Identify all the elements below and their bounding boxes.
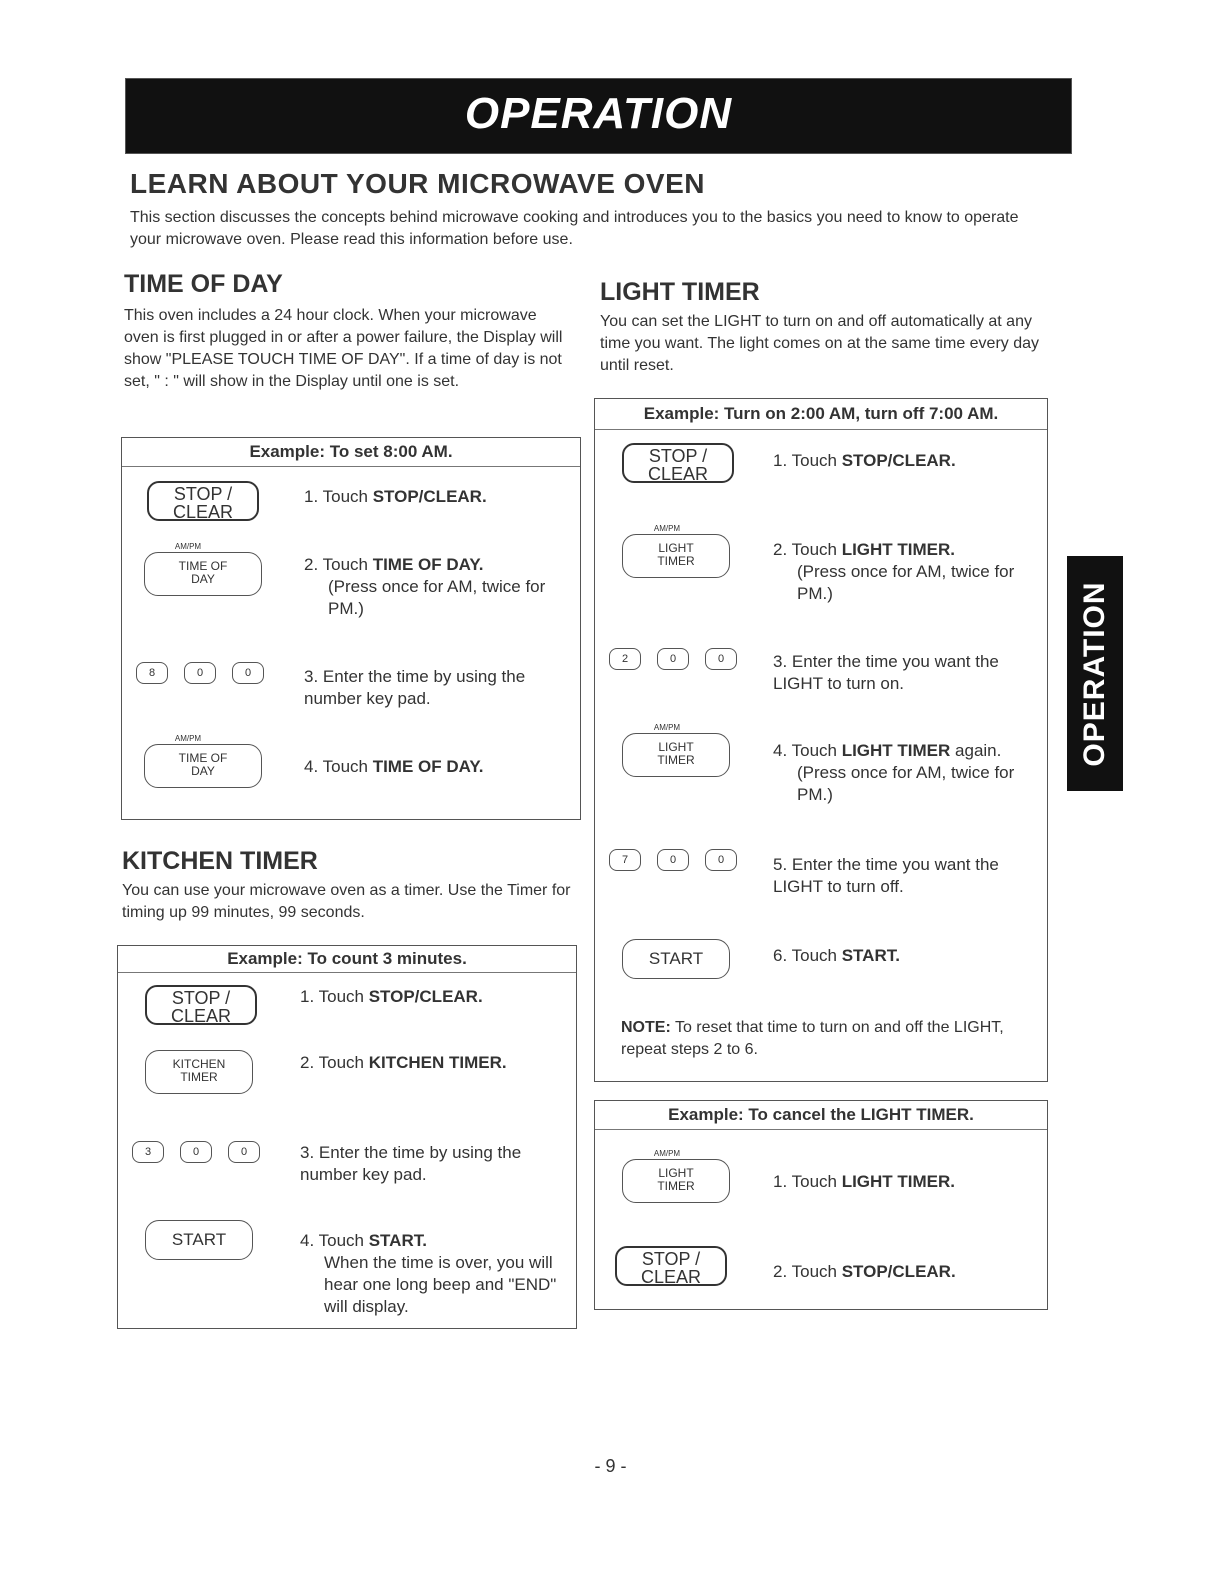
kitchen-timer-key (145, 1050, 253, 1094)
key-label: DAY (191, 764, 215, 778)
ampm-label: AM/PM (174, 542, 202, 551)
digit-key: 2 (609, 648, 641, 670)
step-2 (304, 554, 574, 620)
step-1 (300, 986, 560, 1008)
ampm-label: AM/PM (174, 734, 202, 743)
kitchen-timer-body: You can use your microwave oven as a timer. Use the Timer for timing up 99 minutes, 99 seconds. (122, 882, 571, 921)
key-label: CLEAR (172, 502, 234, 522)
step-3 (300, 1142, 560, 1186)
example-title: Example: Turn on 2:00 AM, turn off 7:00 AM. (595, 399, 1047, 430)
step-bold: LIGHT TIMER (841, 741, 951, 760)
step-bold: STOP/CLEAR. (841, 451, 956, 470)
step-bold: START. (368, 1231, 427, 1250)
step-text: Touch (791, 1172, 842, 1191)
step-number: 1. (300, 987, 315, 1006)
digit-key: 0 (232, 662, 264, 684)
key-label: KITCHEN (172, 1057, 226, 1071)
operation-banner (125, 78, 1072, 154)
digit-key: 7 (609, 849, 641, 871)
step-bold: KITCHEN TIMER. (368, 1053, 507, 1072)
step-number: 4. (773, 741, 788, 760)
key-label: TIMER (180, 1070, 218, 1084)
example-title: Example: To count 3 minutes. (118, 946, 576, 973)
time-of-day-key (144, 552, 262, 596)
step-number: 4. (304, 757, 319, 776)
step-number: 2. (300, 1053, 315, 1072)
step-text: again. (950, 741, 1002, 760)
step-number: 2. (773, 540, 788, 559)
side-tab-label: OPERATION (1078, 580, 1111, 767)
kitchen-timer-example-box (117, 945, 577, 1329)
step-number: 2. (773, 1262, 788, 1281)
note-text: To reset that time to turn on and off the LIGHT, repeat steps 2 to 6. (621, 1019, 1004, 1058)
step-subtext: (Press once for AM, twice for PM.) (328, 577, 546, 618)
ampm-label: AM/PM (653, 1149, 681, 1158)
key-label: LIGHT (658, 541, 694, 555)
intro-text: This section discusses the concepts behind microwave cooking and introduces you to the basics you need to know to operate your microwave oven. Please read this information before use. (130, 209, 1019, 248)
step-5 (773, 854, 1033, 898)
digit-key: 0 (180, 1141, 212, 1163)
time-of-day-key (144, 744, 262, 788)
kitchen-timer-heading: KITCHEN TIMER (122, 847, 318, 875)
stop-clear-key (622, 443, 734, 483)
digit-key: 0 (228, 1141, 260, 1163)
key-label: LIGHT (658, 740, 694, 754)
step-text: Enter the time you want the LIGHT to turn on. (773, 652, 999, 693)
step-6 (773, 945, 1033, 967)
step-4 (300, 1230, 560, 1318)
step-2 (300, 1052, 560, 1074)
step-text: Touch (318, 1231, 369, 1250)
step-1 (304, 486, 564, 508)
start-key: START (622, 939, 730, 979)
step-bold: TIME OF DAY. (372, 555, 484, 574)
step-number: 3. (773, 652, 788, 671)
step-bold: STOP/CLEAR. (368, 987, 483, 1006)
step-1 (773, 450, 1033, 472)
operation-side-tab (1067, 556, 1123, 791)
step-4 (773, 740, 1038, 806)
stop-clear-key (615, 1246, 727, 1286)
digit-key: 3 (132, 1141, 164, 1163)
step-number: 5. (773, 855, 788, 874)
digit-key: 0 (705, 648, 737, 670)
time-of-day-heading: TIME OF DAY (124, 270, 283, 298)
step-3 (773, 651, 1033, 695)
step-text: Enter the time by using the number key pad. (300, 1143, 522, 1184)
ampm-label: AM/PM (653, 723, 681, 732)
ampm-label: AM/PM (653, 524, 681, 533)
key-label: LIGHT (658, 1166, 694, 1180)
start-key: START (145, 1220, 253, 1260)
digit-key: 0 (657, 648, 689, 670)
time-of-day-example-box (121, 437, 581, 820)
light-timer-key (622, 733, 730, 777)
digit-key: 0 (657, 849, 689, 871)
digit-key: 0 (184, 662, 216, 684)
step-subtext: When the time is over, you will hear one long beep and "END" will display. (324, 1253, 557, 1316)
light-timer-cancel-box (594, 1100, 1048, 1310)
key-label: TIMER (657, 1179, 695, 1193)
step-text: Touch (322, 757, 373, 776)
step-text: Touch (791, 741, 842, 760)
step-text: Enter the time by using the number key pad. (304, 667, 526, 708)
light-timer-example-box (594, 398, 1048, 1082)
light-timer-heading: LIGHT TIMER (600, 278, 760, 306)
digit-key: 8 (136, 662, 168, 684)
light-timer-key (622, 1159, 730, 1203)
light-timer-key (622, 534, 730, 578)
key-label: STOP / (641, 1249, 701, 1269)
digit-key: 0 (705, 849, 737, 871)
step-bold: START. (841, 946, 900, 965)
step-number: 2. (304, 555, 319, 574)
step-text: Touch (791, 540, 842, 559)
cancel-step-1 (773, 1171, 1033, 1193)
main-heading: LEARN ABOUT YOUR MICROWAVE OVEN (130, 168, 706, 199)
step-bold: LIGHT TIMER. (841, 1172, 956, 1191)
key-label: CLEAR (647, 464, 709, 484)
step-number: 1. (773, 1172, 788, 1191)
step-number: 3. (300, 1143, 315, 1162)
step-number: 1. (304, 487, 319, 506)
key-label: CLEAR (170, 1006, 232, 1026)
step-text: Enter the time you want the LIGHT to turn off. (773, 855, 999, 896)
key-label: TIMER (657, 554, 695, 568)
step-number: 1. (773, 451, 788, 470)
step-text: Touch (791, 451, 842, 470)
step-subtext: (Press once for AM, twice for PM.) (797, 562, 1015, 603)
key-label: TIMER (657, 753, 695, 767)
stop-clear-key (145, 985, 257, 1025)
time-of-day-body: This oven includes a 24 hour clock. When your microwave oven is first plugged in or after a power failure, the Display will show "PLEASE TOUCH TIME OF DAY". If a time of day is not set, " : " will show in the Display until one is set. (124, 307, 563, 390)
step-text: Touch (322, 487, 373, 506)
step-text: Touch (318, 1053, 369, 1072)
step-number: 6. (773, 946, 788, 965)
key-label: DAY (191, 572, 215, 586)
key-label: STOP / (648, 446, 708, 466)
step-number: 3. (304, 667, 319, 686)
step-text: Touch (322, 555, 373, 574)
key-label: STOP / (173, 484, 233, 504)
step-bold: STOP/CLEAR. (372, 487, 487, 506)
step-3 (304, 666, 564, 710)
step-text: Touch (318, 987, 369, 1006)
step-text: Touch (791, 946, 842, 965)
key-label: CLEAR (640, 1267, 702, 1287)
step-bold: TIME OF DAY. (372, 757, 484, 776)
step-bold: LIGHT TIMER. (841, 540, 956, 559)
example-title: Example: To set 8:00 AM. (122, 438, 580, 467)
step-4 (304, 756, 564, 778)
banner-title: OPERATION (464, 89, 733, 138)
step-bold: STOP/CLEAR. (841, 1262, 956, 1281)
example-title: Example: To cancel the LIGHT TIMER. (595, 1101, 1047, 1130)
step-number: 4. (300, 1231, 315, 1250)
note-label: NOTE: (621, 1019, 671, 1036)
step-text: Touch (791, 1262, 842, 1281)
stop-clear-key (147, 481, 259, 521)
step-subtext: (Press once for AM, twice for PM.) (797, 763, 1015, 804)
step-2 (773, 539, 1038, 605)
reset-note (621, 1017, 1021, 1061)
light-timer-body: You can set the LIGHT to turn on and off automatically at any time you want. The light comes on at the same time every day until reset. (600, 313, 1040, 374)
key-label: TIME OF (178, 559, 228, 573)
key-label: TIME OF (178, 751, 228, 765)
key-label: STOP / (171, 988, 231, 1008)
cancel-step-2 (773, 1261, 1033, 1283)
page-number: - 9 - (594, 1456, 627, 1476)
